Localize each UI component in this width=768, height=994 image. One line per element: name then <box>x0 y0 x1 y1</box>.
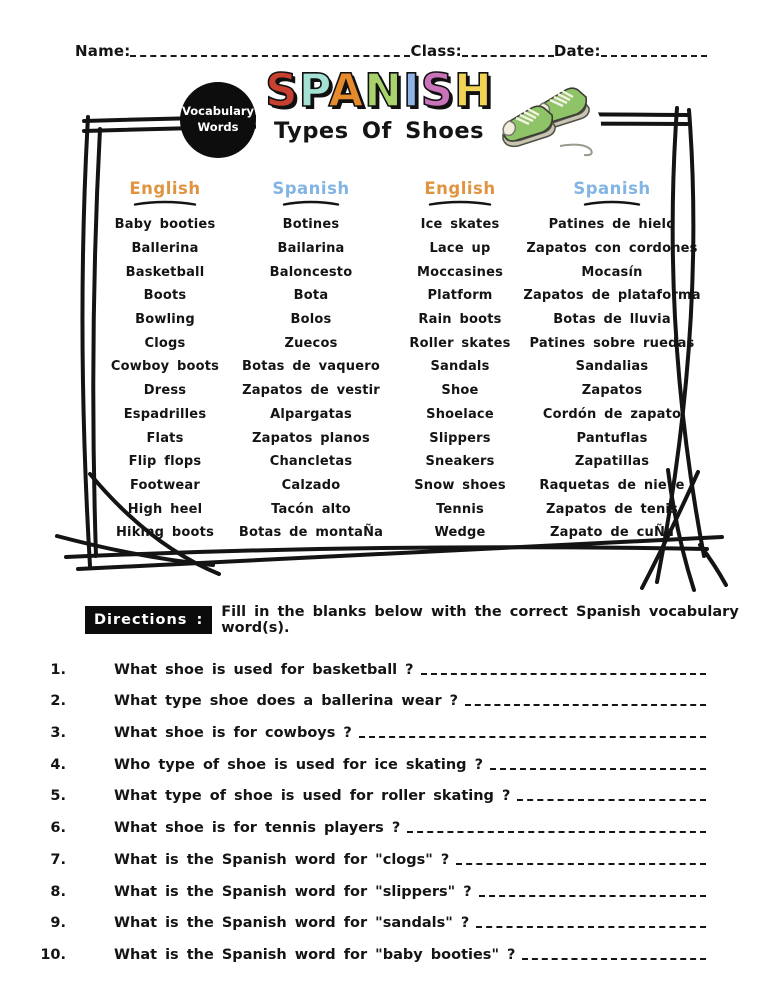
vocab-row <box>95 260 691 284</box>
vocab-row <box>95 308 691 332</box>
header-underline <box>427 199 493 207</box>
date-label: Date: <box>553 42 601 60</box>
question-number: 10. <box>40 946 66 963</box>
vocab-word: Bailarina <box>277 241 345 257</box>
directions-label: Directions : <box>85 606 212 634</box>
header-underline <box>281 199 341 207</box>
question-row <box>40 836 708 868</box>
vocab-word: Moccasines <box>416 264 504 280</box>
vocab-word: Clogs <box>144 335 186 351</box>
question-number: 7. <box>50 851 66 868</box>
question-row <box>40 678 708 710</box>
answer-blank-line <box>476 924 706 928</box>
vocab-word: Bota <box>293 288 329 304</box>
vocab-word: Botines <box>282 217 340 233</box>
name-label: Name: <box>75 42 131 60</box>
question-number: 4. <box>50 756 66 773</box>
vocab-word: Zapatos de plataforma <box>523 288 701 304</box>
vocab-word: Zuecos <box>284 335 338 351</box>
vocab-word: Footwear <box>129 477 201 493</box>
answer-blank-line <box>490 766 706 770</box>
vocab-word: Sneakers <box>425 454 495 470</box>
vocab-row <box>95 497 691 521</box>
answer-blank-line <box>465 702 706 706</box>
vocab-word: Calzado <box>281 477 341 493</box>
title-letter: N <box>364 64 403 117</box>
answer-blank-line <box>421 671 706 675</box>
vocab-word: Dress <box>143 383 187 399</box>
vocab-word: Zapatos de vestir <box>242 383 380 399</box>
question-row <box>40 868 708 900</box>
vocab-word: Bowling <box>135 312 195 328</box>
answer-blank-line <box>359 734 706 738</box>
vocab-row <box>95 521 691 545</box>
column-header-spanish-1: Spanish <box>235 179 387 213</box>
vocab-word: Botas de montaÑa <box>238 525 384 541</box>
vocab-row <box>95 379 691 403</box>
vocab-word: Shoe <box>441 383 479 399</box>
title-letter: I <box>402 64 421 117</box>
vocab-word: Zapatos <box>581 383 643 399</box>
vocab-word: Baloncesto <box>269 264 353 280</box>
vocab-word: High heel <box>127 501 203 517</box>
title-letter: S <box>420 64 455 117</box>
vocab-word: Basketball <box>125 264 205 280</box>
question-number: 6. <box>50 820 66 837</box>
header-underline <box>582 199 642 207</box>
directions-row <box>85 604 768 636</box>
question-text: What shoe is for cowboys ? <box>114 725 352 742</box>
answer-blank-line <box>407 829 706 833</box>
question-text: Who type of shoe is used for ice skating ? <box>114 756 483 773</box>
title-letter: S <box>265 64 299 117</box>
question-number: 9. <box>50 915 66 932</box>
vocab-word: Wedge <box>434 525 486 541</box>
question-text: What type shoe does a ballerina wear ? <box>114 693 459 710</box>
answer-blank-line <box>456 861 706 865</box>
vocab-word: Baby booties <box>114 217 216 233</box>
vocab-word: Rain boots <box>418 312 502 328</box>
badge-line2: Words <box>197 120 239 134</box>
title-letter: A <box>328 64 365 117</box>
vocab-word: Roller skates <box>409 335 511 351</box>
questions-list <box>40 646 708 963</box>
vocab-row <box>95 426 691 450</box>
vocab-word: Alpargatas <box>270 406 352 422</box>
header-underline <box>132 199 198 207</box>
vocab-word: Cordón de zapato <box>542 406 682 422</box>
question-row <box>40 773 708 805</box>
vocab-word: Lace up <box>429 241 491 257</box>
vocab-table <box>95 179 701 545</box>
vocab-word: Ballerina <box>131 241 199 257</box>
vocab-row <box>95 450 691 474</box>
answer-blank-line <box>522 956 706 960</box>
vocab-word: Zapatos con cordones <box>526 241 698 257</box>
vocab-word: Snow shoes <box>414 477 506 493</box>
subtitle: Types Of Shoes <box>273 117 485 144</box>
question-row <box>40 646 708 678</box>
vocab-word: Patines de hielo <box>548 217 676 233</box>
badge-line1: Vocabulary <box>181 104 255 119</box>
question-text: What shoe is used for basketball ? <box>114 661 414 678</box>
vocabulary-words-badge <box>180 82 256 158</box>
vocab-word: Patines sobre ruedas <box>529 335 695 351</box>
vocab-word: Botas de vaquero <box>242 359 380 375</box>
question-text: What type of shoe is used for roller skating ? <box>114 788 511 805</box>
title-letter: P <box>298 64 329 117</box>
vocab-word: Espadrilles <box>123 406 207 422</box>
vocab-word: Chancletas <box>269 454 353 470</box>
question-row <box>40 709 708 741</box>
vocab-row <box>95 331 695 355</box>
question-number: 2. <box>50 693 66 710</box>
vocab-word: Slippers <box>429 430 491 446</box>
question-row <box>40 804 708 836</box>
vocab-word: Flats <box>146 430 184 446</box>
question-text: What is the Spanish word for "slippers" ? <box>114 883 472 900</box>
question-text: What shoe is for tennis players ? <box>114 820 401 837</box>
vocab-word: Tennis <box>436 501 484 517</box>
class-label: Class: <box>410 42 462 60</box>
vocab-row <box>95 213 691 237</box>
vocab-word: Raquetas de nieve <box>539 477 685 493</box>
vocab-word: Boots <box>143 288 187 304</box>
vocab-word: Hiking boots <box>115 525 215 541</box>
question-row <box>40 900 708 932</box>
question-number: 5. <box>50 788 66 805</box>
vocab-word: Zapatillas <box>574 454 650 470</box>
title-letter: H <box>454 64 493 117</box>
question-number: 8. <box>50 883 66 900</box>
vocab-word: Zapato de cuÑa <box>549 525 674 541</box>
vocab-word: Zapatos de tenis <box>545 501 678 517</box>
vocab-word: Cowboy boots <box>110 359 220 375</box>
vocab-row <box>95 284 701 308</box>
vocab-word: Zapatos planos <box>252 430 370 446</box>
vocab-word: Botas de lluvia <box>553 312 671 328</box>
vocab-word: Ice skates <box>420 217 500 233</box>
vocab-word: Shoelace <box>426 406 494 422</box>
vocab-row <box>95 355 691 379</box>
vocab-word: Platform <box>427 288 493 304</box>
column-header-english-1: English <box>95 179 235 213</box>
answer-blank-line <box>479 893 706 897</box>
vocab-word: Pantuflas <box>576 430 648 446</box>
question-number: 3. <box>50 725 66 742</box>
vocab-word: Bolos <box>290 312 332 328</box>
answer-blank-line <box>517 797 706 801</box>
column-header-spanish-2: Spanish <box>533 179 691 213</box>
vocab-word: Tacón alto <box>271 501 351 517</box>
title-block <box>256 64 502 162</box>
vocab-row <box>95 474 691 498</box>
vocab-word: Mocasín <box>581 264 643 280</box>
question-text: What is the Spanish word for "clogs" ? <box>114 851 450 868</box>
vocab-word: Sandalias <box>575 359 649 375</box>
vocab-word: Flip flops <box>128 454 202 470</box>
question-row <box>40 931 708 963</box>
directions-text: Fill in the blanks below with the correct Spanish vocabulary word(s). <box>221 604 739 636</box>
question-text: What is the Spanish word for "baby booties" ? <box>114 946 516 963</box>
page-title <box>256 64 502 117</box>
question-row <box>40 741 708 773</box>
vocab-word: Sandals <box>430 359 490 375</box>
column-header-english-2: English <box>387 179 533 213</box>
vocab-row <box>95 403 691 427</box>
question-text: What is the Spanish word for "sandals" ? <box>114 915 470 932</box>
question-number: 1. <box>50 661 66 678</box>
green-sneakers-icon <box>498 84 602 162</box>
vocab-header-row <box>95 179 691 213</box>
vocab-row <box>95 237 698 261</box>
